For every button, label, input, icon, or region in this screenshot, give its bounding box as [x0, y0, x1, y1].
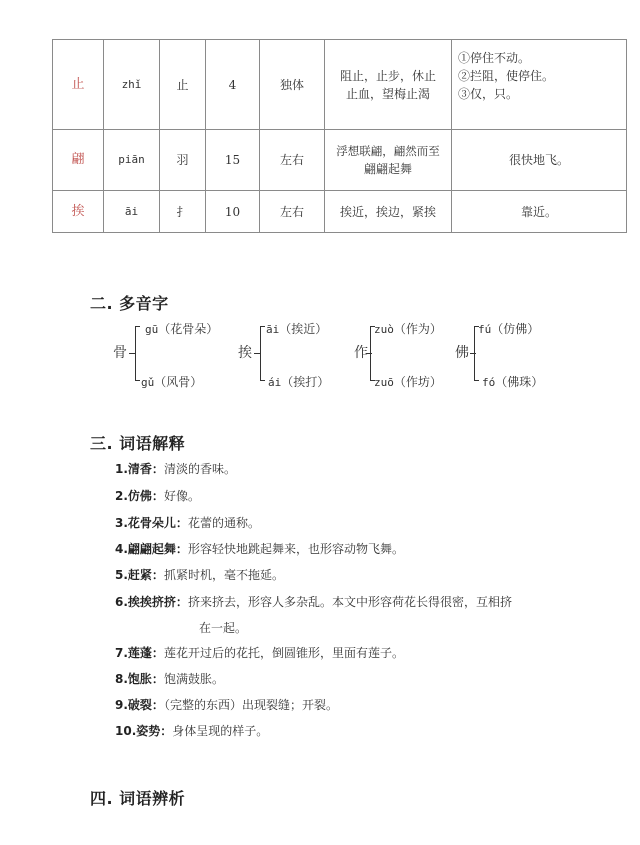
meaning-line: ②拦阻，使停住。 — [458, 68, 555, 83]
words-line: 阻止，止步，休止 — [339, 68, 436, 83]
definition-item: 2.仿佛：好像。 — [115, 489, 200, 503]
definition-item: 5.赶紧：抓紧时机，毫不拖延。 — [115, 568, 284, 582]
polyphone-char: 作 — [354, 345, 368, 361]
polyphone-reading-bottom: fó（佛珠） — [482, 375, 544, 389]
meaning-cell: 靠近。 — [452, 191, 627, 233]
structure-cell: 独体 — [260, 40, 325, 130]
words-cell: 挨近，挨边，紧挨 — [325, 191, 452, 233]
definition-term: 莲蓬： — [127, 646, 164, 660]
bracket — [260, 326, 261, 381]
meaning-cell: 很快地飞。 — [452, 130, 627, 191]
pinyin-cell: āi — [104, 191, 160, 233]
definition-item: 3.花骨朵儿：花蕾的通称。 — [115, 516, 260, 530]
definition-text: 莲花开过后的花托，倒圆锥形，里面有莲子。 — [163, 646, 404, 660]
definition-term: 挨挨挤挤： — [127, 595, 188, 609]
strokes-cell: 15 — [206, 130, 260, 191]
char-cell: 翩 — [53, 130, 104, 191]
bracket — [370, 326, 371, 381]
definition-term: 仿佛： — [127, 489, 164, 503]
polyphone-group — [455, 320, 575, 390]
polyphone-group — [238, 320, 358, 390]
polyphone-group — [113, 320, 233, 390]
polyphone-reading-top: gū（花骨朵） — [145, 322, 219, 336]
definition-text-continued: 在一起。 — [199, 621, 248, 635]
words-line: 翩翩起舞 — [363, 162, 412, 176]
meaning-line: ③仅，只。 — [458, 86, 519, 101]
section-heading-definitions: 三. 词语解释 — [90, 434, 186, 453]
strokes-cell: 10 — [206, 191, 260, 233]
section-heading-polyphones: 二. 多音字 — [90, 294, 169, 313]
structure-cell: 左右 — [260, 191, 325, 233]
polyphone-char: 骨 — [113, 345, 127, 361]
strokes-cell: 4 — [206, 40, 260, 130]
definition-text: 饱满鼓胀。 — [163, 672, 224, 686]
table-row — [53, 40, 627, 130]
character-table — [52, 39, 627, 233]
definition-term: 翩翩起舞： — [127, 542, 188, 556]
polyphone-reading-bottom: zuō（作坊） — [374, 375, 442, 389]
words-line: 止血，望梅止渴 — [345, 86, 430, 101]
table-row — [53, 191, 627, 233]
bracket — [474, 326, 475, 381]
meaning-line: ①停住不动。 — [458, 50, 531, 65]
definition-term: 清香： — [127, 462, 164, 476]
definition-text: 好像。 — [163, 489, 200, 503]
char-cell: 止 — [53, 40, 104, 130]
definition-term: 破裂： — [127, 698, 164, 712]
bracket-stem — [470, 353, 476, 354]
polyphone-reading-bottom: gǔ（风骨） — [141, 375, 203, 389]
table-row — [53, 130, 627, 191]
pinyin-cell: piān — [104, 130, 160, 191]
definition-item: 4.翩翩起舞：形容轻快地跳起舞来，也形容动物飞舞。 — [115, 542, 404, 556]
definition-text: 形容轻快地跳起舞来，也形容动物飞舞。 — [187, 542, 404, 556]
polyphone-reading-top: fú（仿佛） — [478, 322, 540, 336]
bracket-stem — [366, 353, 372, 354]
polyphone-reading-top: zuò（作为） — [374, 322, 442, 336]
definition-text: 挤来挤去，形容人多杂乱。本文中形容荷花长得很密，互相挤 — [187, 595, 512, 609]
definition-text: 花蕾的通称。 — [187, 516, 260, 530]
words-cell — [325, 130, 452, 191]
definition-item: 10.姿势：身体呈现的样子。 — [115, 724, 269, 738]
definition-item: 6.挨挨挤挤：挤来挤去，形容人多杂乱。本文中形容荷花长得很密，互相挤 在一起。 — [115, 595, 512, 635]
polyphone-char: 挨 — [238, 345, 252, 361]
polyphone-reading-bottom: ái（挨打） — [268, 375, 330, 389]
polyphone-char: 佛 — [455, 345, 469, 361]
words-line: 浮想联翩，翩然而至 — [336, 144, 440, 158]
char-cell: 挨 — [53, 191, 104, 233]
definition-item: 8.饱胀：饱满鼓胀。 — [115, 672, 224, 686]
definition-item: 9.破裂：（完整的东西）出现裂缝；开裂。 — [115, 698, 338, 712]
definition-term: 花骨朵儿： — [127, 516, 188, 530]
bracket — [135, 326, 136, 381]
definition-item: 1.清香：清淡的香味。 — [115, 462, 236, 476]
definition-term: 姿势： — [136, 724, 173, 738]
meaning-cell — [452, 40, 627, 130]
section-heading-word-analysis: 四. 词语辨析 — [90, 789, 186, 808]
radical-cell: 止 — [160, 40, 206, 130]
pinyin-cell: zhǐ — [104, 40, 160, 130]
definition-term: 饱胀： — [127, 672, 164, 686]
radical-cell: 扌 — [160, 191, 206, 233]
radical-cell: 羽 — [160, 130, 206, 191]
polyphone-reading-top: āi（挨近） — [266, 322, 328, 336]
definition-text: （完整的东西）出现裂缝；开裂。 — [163, 698, 338, 712]
words-cell — [325, 40, 452, 130]
definition-text: 身体呈现的样子。 — [172, 724, 269, 738]
definition-item: 7.莲蓬：莲花开过后的花托，倒圆锥形，里面有莲子。 — [115, 646, 404, 660]
definition-text: 抓紧时机，毫不拖延。 — [163, 568, 284, 582]
structure-cell: 左右 — [260, 130, 325, 191]
definition-term: 赶紧： — [127, 568, 164, 582]
definition-text: 清淡的香味。 — [163, 462, 236, 476]
